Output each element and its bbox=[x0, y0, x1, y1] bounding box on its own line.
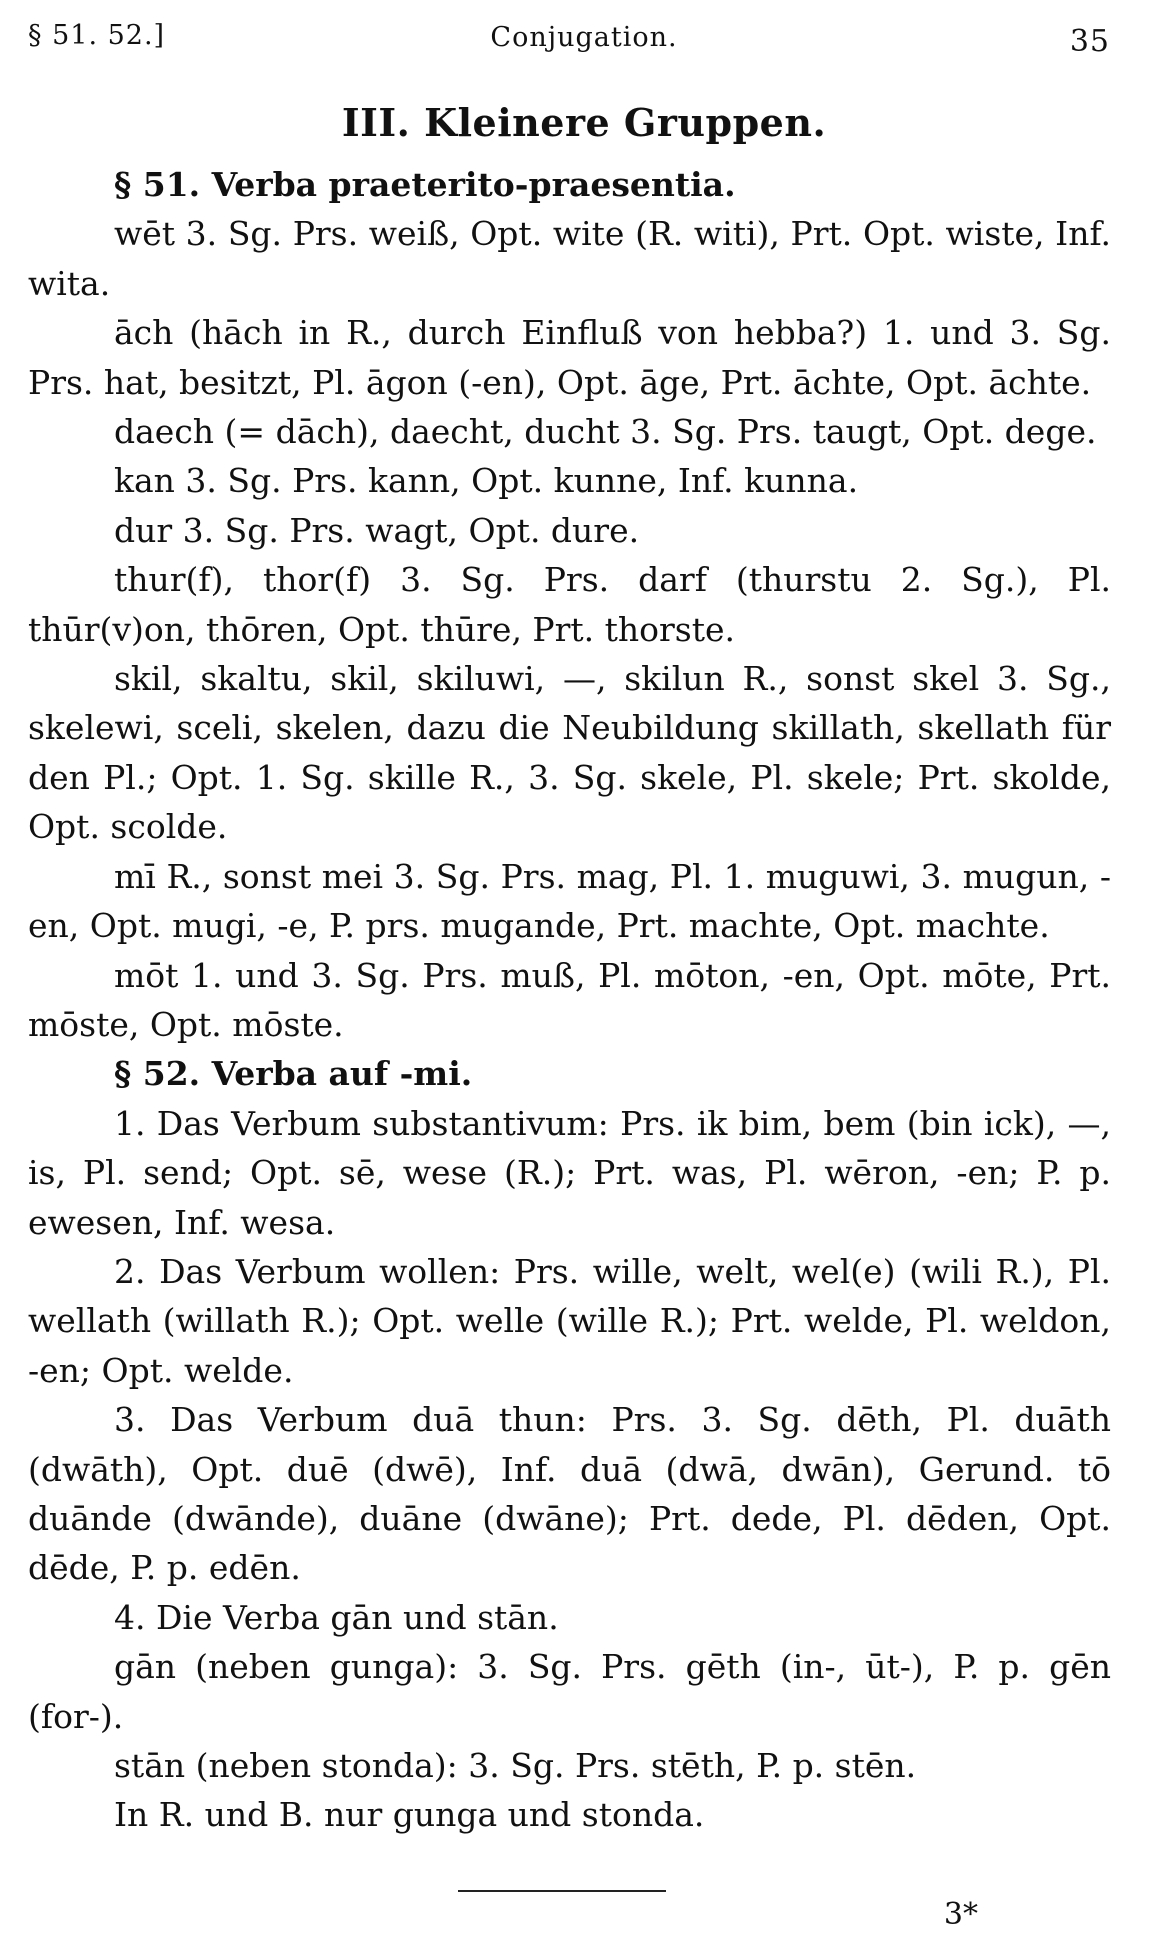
chapter-heading: III. Kleinere Gruppen. bbox=[341, 100, 827, 145]
entry-verbum-wollen: 2. Das Verbum wollen: Prs. wille, welt, wel(e) (wili R.), Pl. wellath (willath R.); Opt. welle (wille R.); Prt. welde, Pl. weldon, -en; Opt. welde. bbox=[28, 1251, 1111, 1390]
entry-verba-gan-stan: 4. Die Verba gān und stān. bbox=[114, 1597, 559, 1637]
entry-wet: wēt 3. Sg. Prs. weiß, Opt. wite (R. witi), Prt. Opt. wiste, Inf. wita. bbox=[28, 214, 1111, 303]
entry-skil: skil, skaltu, skil, skiluwi, —, skilun R., sonst skel 3. Sg., skelewi, sceli, skelen, dazu die Neubildung skillath, skellath für den Pl.; Opt. 1. Sg. skille R., 3. Sg. skele, Pl. skele; Prt. skolde, Opt. scolde. bbox=[28, 659, 1111, 847]
section-51-heading: § 51. Verba praeterito-praesentia. bbox=[114, 165, 736, 204]
entry-stan: stān (neben stonda): 3. Sg. Prs. stēth, P. p. stēn. bbox=[114, 1746, 917, 1785]
entry-verbum-substantivum: 1. Das Verbum substantivum: Prs. ik bim, bem (bin ick), —, is, Pl. send; Opt. sē, wese (R.); Prt. was, Pl. wēron, -en; P. p. ewesen, Inf. wesa. bbox=[28, 1103, 1111, 1242]
footer-rule bbox=[458, 1890, 666, 1892]
entry-kan: kan 3. Sg. Prs. kann, Opt. kunne, Inf. kunna. bbox=[114, 461, 859, 501]
page-number: 35 bbox=[1069, 24, 1110, 59]
running-head-section: § 51. 52.] bbox=[28, 20, 166, 51]
body-text bbox=[28, 160, 1111, 1840]
section-52-heading: § 52. Verba auf -mi. bbox=[114, 1054, 473, 1094]
entry-mi: mī R., sonst mei 3. Sg. Prs. mag, Pl. 1. muguwi, 3. mugun, -en, Opt. mugi, -e, P. prs. mugande, Prt. machte, Opt. machte. bbox=[28, 856, 1111, 946]
signature-mark: 3* bbox=[943, 1897, 978, 1932]
entry-mot: mōt 1. und 3. Sg. Prs. muß, Pl. mōton, -en, Opt. mōte, Prt. mōste, Opt. mōste. bbox=[28, 955, 1111, 1044]
entry-verbum-dua: 3. Das Verbum duā thun: Prs. 3. Sg. dēth, Pl. duāth (dwāth), Opt. duē (dwē), Inf. duā (dwā, dwān), Gerund. tō duānde (dwānde), duāne (dwāne); Prt. dede, Pl. dēden, Opt. dēde, P. p. edēn. bbox=[28, 1400, 1111, 1588]
entry-ach: āch (hāch in R., durch Einfluß von hebba?) 1. und 3. Sg. Prs. hat, besitzt, Pl. āgon (-en), Opt. āge, Prt. āchte, Opt. āchte. bbox=[28, 313, 1111, 402]
entry-thurf: thur(f), thor(f) 3. Sg. Prs. darf (thurstu 2. Sg.), Pl. thūr(v)on, thōren, Opt. thūre, Prt. thorste. bbox=[28, 560, 1111, 649]
entry-gan: gān (neben gunga): 3. Sg. Prs. gēth (in-, ūt-), P. p. gēn (for-). bbox=[28, 1647, 1111, 1736]
entry-dur: dur 3. Sg. Prs. wagt, Opt. dure. bbox=[114, 510, 640, 550]
entry-note-rb: In R. und B. nur gunga und stonda. bbox=[114, 1795, 705, 1835]
running-head-title: Conjugation. bbox=[490, 22, 678, 53]
entry-daech: daech (= dāch), daecht, ducht 3. Sg. Prs. taugt, Opt. dege. bbox=[114, 412, 1097, 452]
